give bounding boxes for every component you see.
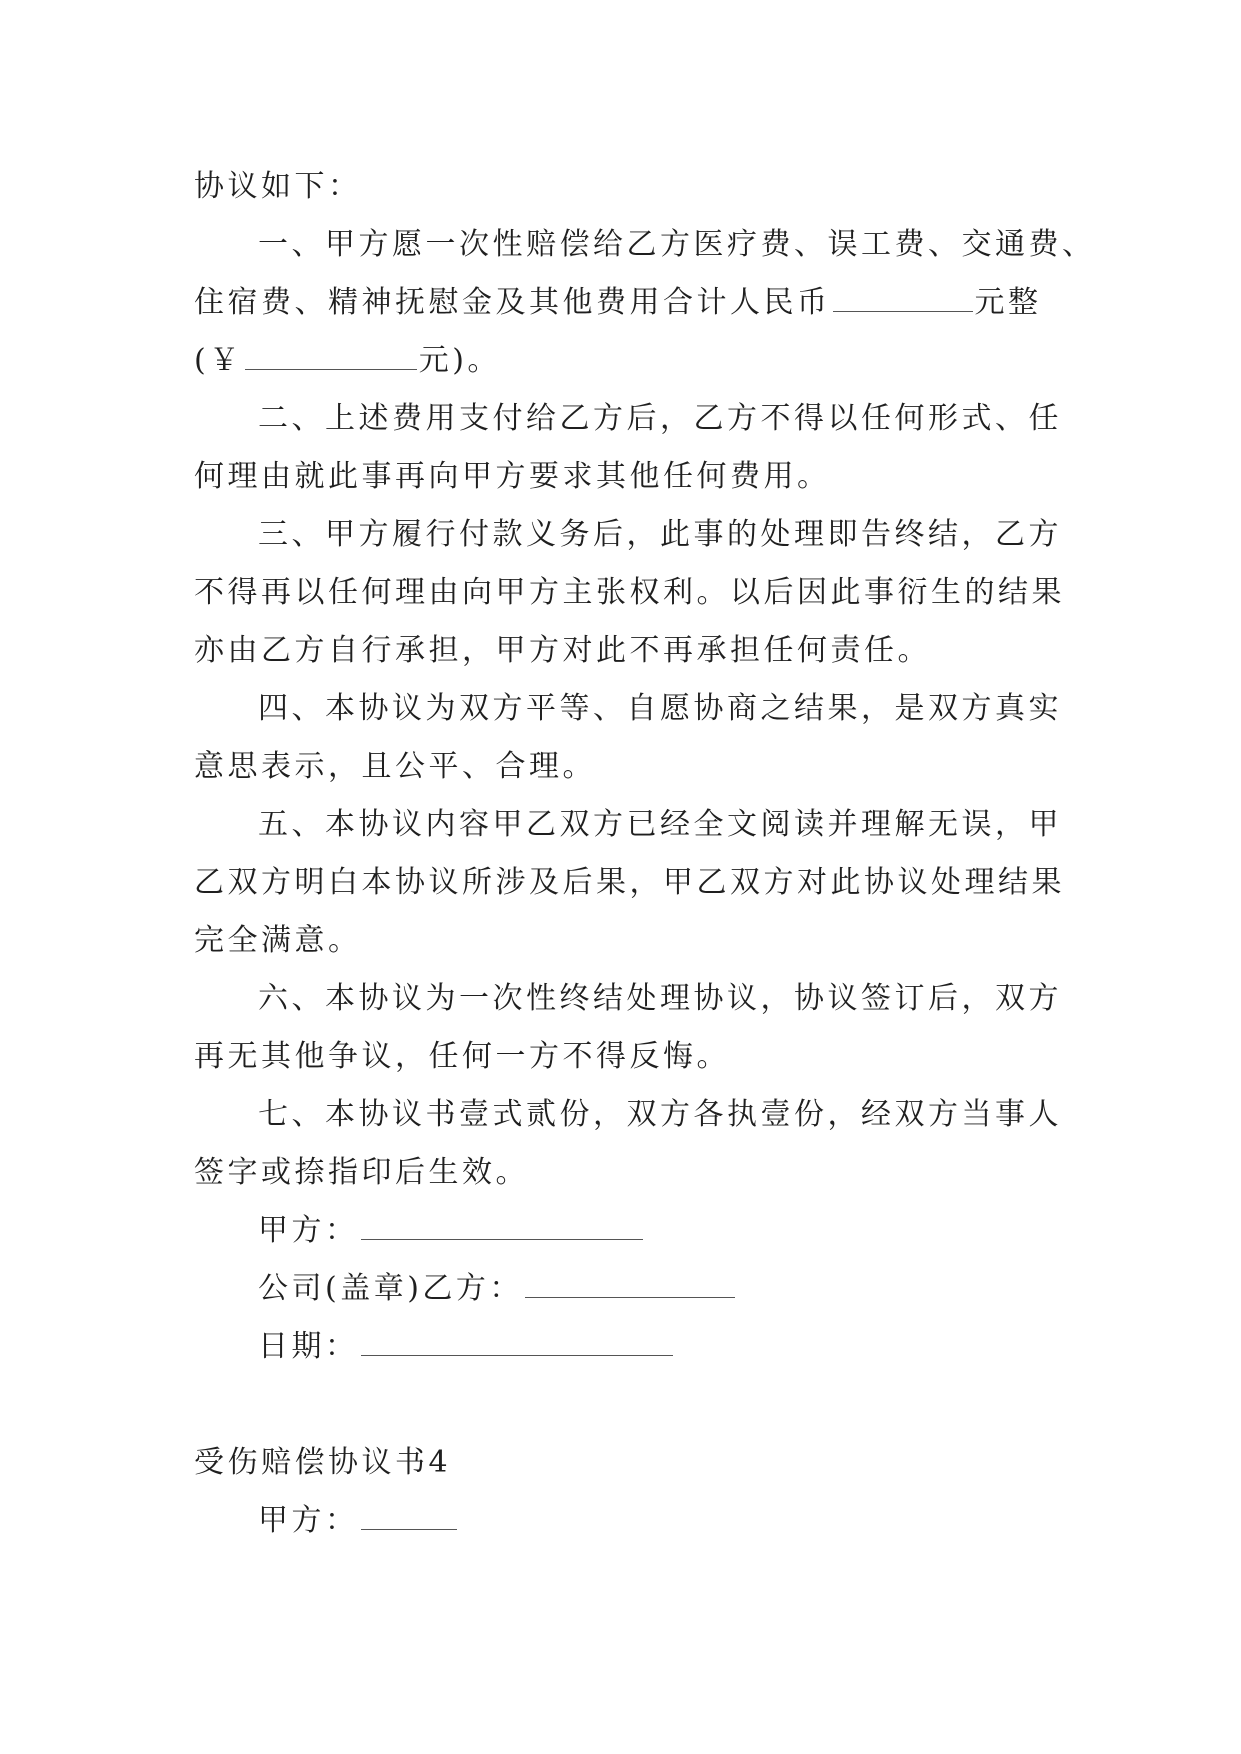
- clause-4-line-1: 四、本协议为双方平等、自愿协商之结果，是双方真实: [258, 691, 1062, 726]
- clause-7-line-2: 签字或捺指印后生效。: [194, 1155, 529, 1190]
- clause-3-line-1: 三、甲方履行付款义务后，此事的处理即告终结，乙方: [258, 517, 1062, 552]
- clause-7-line-1: 七、本协议书壹式贰份，双方各执壹份，经双方当事人: [258, 1097, 1062, 1132]
- next-party-a-blank: [361, 1507, 457, 1530]
- amount-unit: 元整: [974, 285, 1042, 320]
- next-party-a-label: 甲方：: [258, 1503, 359, 1538]
- party-b-blank: [525, 1275, 735, 1298]
- clause-5-line-2: 乙双方明白本协议所涉及后果，甲乙双方对此协议处理结果: [194, 865, 1065, 900]
- amount-blank: [833, 289, 973, 312]
- clause-3-line-2: 不得再以任何理由向甲方主张权利。以后因此事衍生的结果: [194, 575, 1065, 610]
- amount-figure-prefix: (￥: [194, 343, 243, 378]
- clause-4-line-2: 意思表示，且公平、合理。: [194, 749, 596, 784]
- intro-line: 协议如下：: [194, 169, 362, 204]
- section-gap: [194, 1376, 1054, 1434]
- date-signature: [194, 1318, 1054, 1376]
- next-party-a-line: [194, 1492, 1054, 1550]
- clause-1-text: 住宿费、精神抚慰金及其他费用合计人民币: [194, 285, 831, 320]
- clause-5-line-1: 五、本协议内容甲乙双方已经全文阅读并理解无误，甲: [258, 807, 1062, 842]
- amount-figure-suffix: 元)。: [418, 343, 501, 378]
- clause-1-line-3: [194, 332, 1054, 390]
- party-a-label: 甲方：: [258, 1213, 359, 1248]
- company-label: 公司(盖章)乙方：: [258, 1271, 523, 1306]
- clause-2-line-2: 何理由就此事再向甲方要求其他任何费用。: [194, 459, 831, 494]
- clause-3-line-3: 亦由乙方自行承担，甲方对此不再承担任何责任。: [194, 633, 931, 668]
- date-label: 日期：: [258, 1329, 359, 1364]
- clause-1-line-1: 一、甲方愿一次性赔偿给乙方医疗费、误工费、交通费、: [258, 227, 1096, 262]
- document-page: [194, 158, 1096, 1550]
- next-section-title: 受伤赔偿协议书4: [194, 1445, 452, 1480]
- clause-5-line-3: 完全满意。: [194, 923, 362, 958]
- date-blank: [361, 1333, 673, 1356]
- clause-2-line-1: 二、上述费用支付给乙方后，乙方不得以任何形式、任: [258, 401, 1062, 436]
- clause-6-line-1: 六、本协议为一次性终结处理协议，协议签订后，双方: [258, 981, 1062, 1016]
- party-a-blank: [361, 1217, 643, 1240]
- party-a-signature: [194, 1202, 1054, 1260]
- amount-figure-blank: [245, 347, 417, 370]
- party-b-signature: [194, 1260, 1054, 1318]
- clause-6-line-2: 再无其他争议，任何一方不得反悔。: [194, 1039, 730, 1074]
- clause-1-line-2: [194, 274, 1054, 332]
